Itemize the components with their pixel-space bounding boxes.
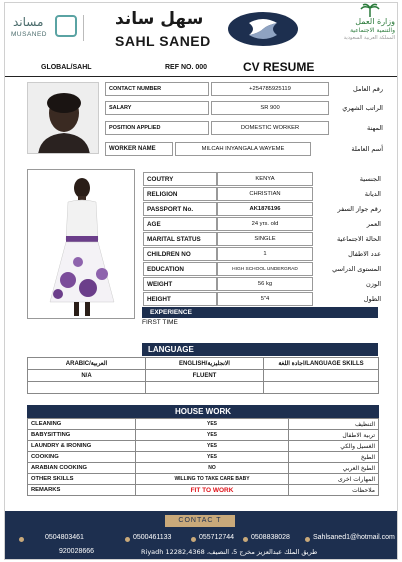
phone-number-1[interactable]: 0504803461 [45, 534, 84, 541]
sahl-logo-text: SAHL SANED [115, 33, 211, 49]
height-value: 5"4 [217, 292, 313, 306]
children-label: CHILDREN NO [143, 247, 217, 261]
header-divider [83, 15, 84, 41]
title-underline [5, 76, 398, 77]
skills-level [264, 382, 379, 394]
table-row [28, 441, 379, 452]
language-row [28, 370, 379, 382]
contact-number-label: CONTACT NUMBER [105, 82, 209, 96]
ministry-name-line-3: المملكة العربية السعودية [343, 35, 395, 41]
arabian-cooking-label: ARABIAN COOKING [28, 463, 136, 474]
sahl-saned-logo-icon [227, 11, 299, 47]
education-label: EDUCATION [143, 262, 217, 276]
worker-full-photo [27, 169, 135, 319]
table-row [28, 452, 379, 463]
salary-label: SALARY [105, 101, 209, 115]
country-label: COUTRY [143, 172, 217, 186]
table-row [28, 474, 379, 485]
house-work-heading: HOUSE WORK [27, 405, 379, 418]
laundry-label: LAUNDRY & IRONING [28, 441, 136, 452]
language-row [28, 382, 379, 394]
education-value: HIGH SCHOOL UNDERGRAD [217, 262, 313, 276]
height-arabic: الطول [363, 295, 381, 303]
phone-icon [125, 537, 130, 542]
arabic-header: ARABIC/العربية [28, 358, 146, 370]
height-label: HEIGHT [143, 292, 217, 306]
table-row [28, 430, 379, 441]
age-value: 24 yrs. old [217, 217, 313, 231]
palm-emblem-icon [359, 3, 381, 17]
babysitting-value: YES [136, 430, 289, 441]
weight-label: WEIGHT [143, 277, 217, 291]
language-table [27, 357, 379, 394]
laundry-value: YES [136, 441, 289, 452]
arabian-cooking-value: NO [136, 463, 289, 474]
religion-arabic: الديانة [364, 190, 381, 198]
phone-number-4[interactable]: 0508838028 [251, 534, 290, 541]
religion-value: CHRISTIAN [217, 187, 313, 201]
passport-arabic: رقم جواز السفر [337, 205, 381, 213]
cleaning-value: YES [136, 419, 289, 430]
other-skills-value: WILLING TO TAKE CARE BABY [136, 474, 289, 485]
weight-arabic: الوزن [365, 280, 381, 288]
position-arabic: المهنة [367, 124, 383, 132]
salary-value: SR 900 [211, 101, 329, 115]
age-arabic: العمر [366, 220, 381, 228]
salary-arabic: الراتب الشهري [342, 104, 383, 112]
weight-value: 56 kg [217, 277, 313, 291]
reference-number: REF NO. 000 [165, 64, 208, 71]
arabian-cooking-arabic: الطبخ العربي [289, 463, 379, 474]
position-label: POSITION APPLIED [105, 121, 209, 135]
arabic-level [28, 382, 146, 394]
cooking-arabic: الطبخ [289, 452, 379, 463]
other-skills-arabic: المهارات اخرى [289, 474, 379, 485]
header [5, 3, 398, 57]
other-skills-label: OTHER SKILLS [28, 474, 136, 485]
remarks-label: REMARKS [28, 485, 136, 496]
passport-value: AK1876196 [217, 202, 313, 216]
arabic-level: N/A [28, 370, 146, 382]
worker-name-arabic: أسم العاملة [351, 145, 383, 153]
email-address[interactable]: Sahlsaned1@hotmail.com [313, 534, 395, 541]
experience-heading: EXPERIENCE [142, 307, 378, 318]
ministry-name-line-1: وزارة العمل [355, 17, 395, 26]
phone-number-5[interactable]: 920028666 [59, 548, 95, 555]
age-label: AGE [143, 217, 217, 231]
laundry-arabic: الغسيل والكي [289, 441, 379, 452]
english-level: FLUENT [146, 370, 264, 382]
cv-title: CV RESUME [243, 60, 315, 74]
skills-header: اجادة اللغة/LANGUAGE SKILLS [264, 358, 379, 370]
experience-value: FIRST TIME [142, 319, 178, 326]
phone-icon [19, 537, 24, 542]
marital-status-arabic: الحالة الاجتماعية [336, 235, 381, 243]
english-header: ENGLISH/الانجليزية [146, 358, 264, 370]
ministry-name-line-2: والتنمية الاجتماعية [350, 27, 395, 34]
cooking-value: YES [136, 452, 289, 463]
religion-label: RELIGION [143, 187, 217, 201]
babysitting-arabic: تربية الاطفال [289, 430, 379, 441]
worker-name-label: WORKER NAME [105, 142, 173, 156]
musaned-logo-icon [55, 15, 77, 37]
email-icon [305, 537, 310, 542]
phone-icon [243, 537, 248, 542]
country-value: KENYA [217, 172, 313, 186]
phone-number-2[interactable]: 0500461133 [133, 534, 172, 541]
contact-number-value: +254785925119 [211, 82, 329, 96]
language-header-row [28, 358, 379, 370]
skills-level [264, 370, 379, 382]
cooking-label: COOKING [28, 452, 136, 463]
position-value: DOMESTIC WORKER [211, 121, 329, 135]
remarks-value: FIT TO WORK [136, 485, 289, 496]
cleaning-arabic: التنظيف [289, 419, 379, 430]
table-row [28, 485, 379, 496]
sahl-arabic-logo-text: سهل ساند [115, 9, 204, 29]
agency-label: GLOBAL/SAHL [41, 64, 92, 71]
marital-status-label: MARITAL STATUS [143, 232, 217, 246]
ministry-logo [327, 17, 395, 41]
table-row [28, 463, 379, 474]
musaned-arabic-logo-text: مساند [13, 15, 44, 29]
english-level [146, 382, 264, 394]
education-arabic: المستوى الدراسي [332, 265, 381, 273]
address: Riyadh 12282,4368 ،طريق الملك عبدالعزيز مخرج 5، النصيف [141, 548, 318, 556]
contact-badge: CONTAC T [165, 515, 235, 527]
remarks-arabic: ملاحظات [289, 485, 379, 496]
language-heading: LANGUAGE [142, 343, 378, 356]
phone-number-3[interactable]: 055712744 [199, 534, 235, 541]
house-work-table [27, 418, 379, 496]
cleaning-label: CLEANING [28, 419, 136, 430]
worker-headshot-photo [27, 82, 99, 154]
phone-icon [191, 537, 196, 542]
children-arabic: عدد الاطفال [348, 250, 381, 258]
worker-name-value: MILCAH INYANGALA WAYEME [175, 142, 311, 156]
cv-page [4, 2, 398, 560]
table-row [28, 419, 379, 430]
musaned-logo-text: MUSANED [11, 31, 48, 38]
country-arabic: الجنسية [359, 175, 381, 183]
children-value: 1 [217, 247, 313, 261]
contact-number-arabic: رقم العامل [353, 85, 383, 93]
marital-status-value: SINGLE [217, 232, 313, 246]
babysitting-label: BABYSITTING [28, 430, 136, 441]
passport-label: PASSPORT No. [143, 202, 217, 216]
